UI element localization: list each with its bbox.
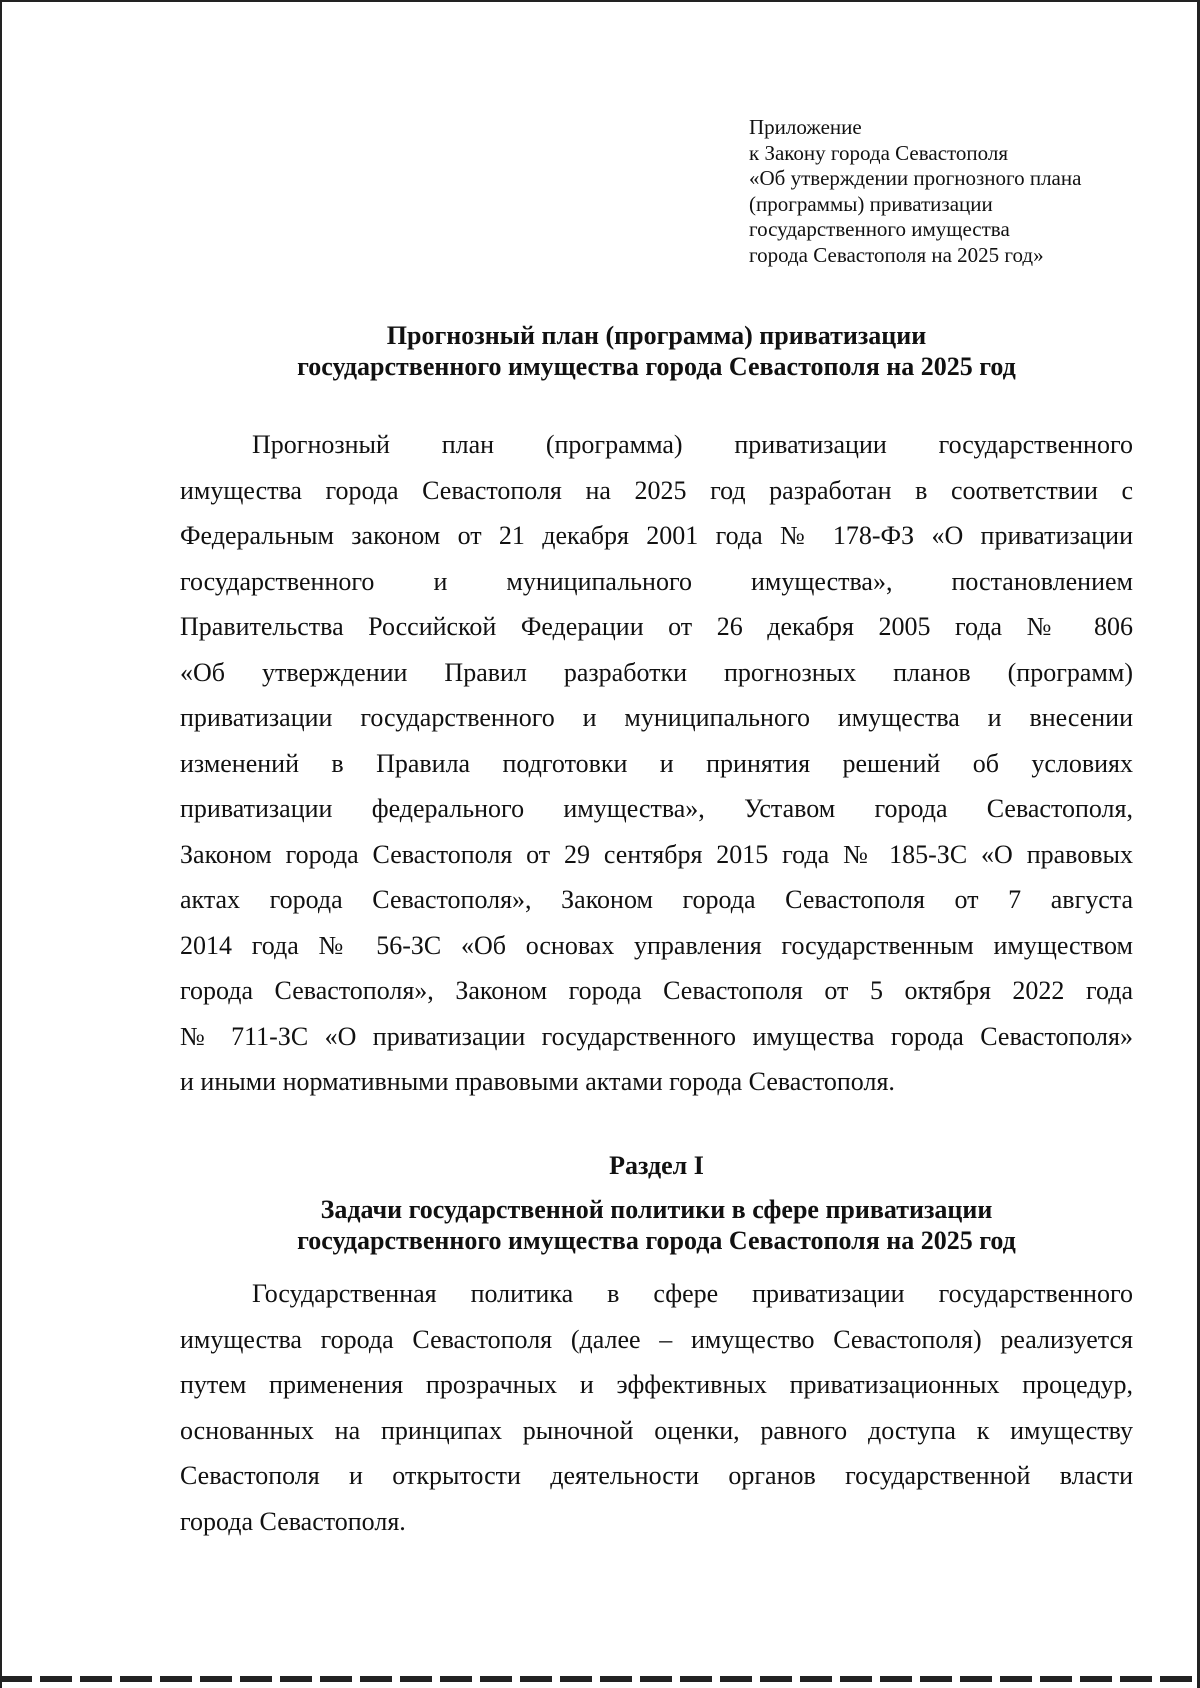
paragraph-line: № 711-ЗС «О приватизации государственного имущества города Севастополя» (180, 1021, 1133, 1051)
paragraph-line: актах города Севастополя», Законом города Севастополя от 7 августа (180, 885, 1133, 914)
paragraph-line: Законом города Севастополя от 29 сентября 2015 года № 185-ЗС «О правовых (180, 839, 1133, 869)
paragraph-line: «Об утверждении Правил разработки прогнозных планов (программ) (180, 657, 1133, 687)
paragraph-line: приватизации федерального имущества», Уставом города Севастополя, (180, 794, 1133, 823)
paragraph-line: Правительства Российской Федерации от 26 декабря 2005 года № 806 (180, 612, 1133, 641)
paragraph-line: города Севастополя. (180, 1506, 406, 1536)
section-title (180, 1194, 1133, 1256)
title-line: Прогнозный план (программа) приватизации (386, 321, 927, 350)
section-label-text: Раздел I (609, 1151, 704, 1180)
paragraph-line: государственного и муниципального имущества», постановлением (180, 566, 1133, 596)
appendix-line: (программы) приватизации (749, 191, 993, 216)
appendix-header (749, 115, 1169, 268)
title-line: государственного имущества города Севастополя на 2025 год (297, 352, 1016, 381)
appendix-line: Приложение (749, 115, 862, 139)
intro-paragraph (180, 422, 1133, 1105)
paragraph-line: приватизации государственного и муниципального имущества и внесении (180, 703, 1133, 732)
paragraph-line: Федеральным законом от 21 декабря 2001 года № 178-ФЗ «О приватизации (180, 521, 1133, 550)
appendix-line: города Севастополя на 2025 год» (749, 242, 1044, 267)
appendix-line: «Об утверждении прогнозного плана (749, 166, 1082, 190)
section-label (180, 1150, 1133, 1181)
paragraph-line: и иными нормативными правовыми актами города Севастополя. (180, 1067, 895, 1096)
paragraph-line: путем применения прозрачных и эффективных приватизационных процедур, (180, 1370, 1133, 1399)
policy-paragraph (180, 1271, 1133, 1544)
paragraph-line: Севастополя и открытости деятельности органов государственной власти (180, 1461, 1133, 1490)
section-title-line: государственного имущества города Севастополя на 2025 год (297, 1226, 1016, 1255)
scan-border-bottom (0, 1676, 1200, 1682)
paragraph-line: имущества города Севастополя (далее – имущество Севастополя) реализуется (180, 1324, 1133, 1354)
paragraph-line: основанных на принципах рыночной оценки, равного доступа к имуществу (180, 1415, 1133, 1445)
paragraph-line: имущества города Севастополя на 2025 год разработан в соответствии с (180, 475, 1133, 505)
paragraph-line: Прогнозный план (программа) приватизации государственного (252, 430, 1133, 459)
paragraph-line: города Севастополя», Законом города Севастополя от 5 октября 2022 года (180, 976, 1133, 1005)
appendix-line: государственного имущества (749, 217, 1010, 241)
scan-border-top (0, 0, 1200, 2)
paragraph-line: изменений в Правила подготовки и принятия решений об условиях (180, 748, 1133, 778)
document-title (180, 320, 1133, 382)
scan-border-left (0, 0, 2, 1688)
paragraph-line: Государственная политика в сфере приватизации государственного (252, 1279, 1133, 1308)
paragraph-line: 2014 года № 56-ЗС «Об основах управления государственным имуществом (180, 930, 1133, 960)
appendix-line: к Закону города Севастополя (749, 140, 1009, 165)
section-title-line: Задачи государственной политики в сфере приватизации (320, 1195, 993, 1224)
